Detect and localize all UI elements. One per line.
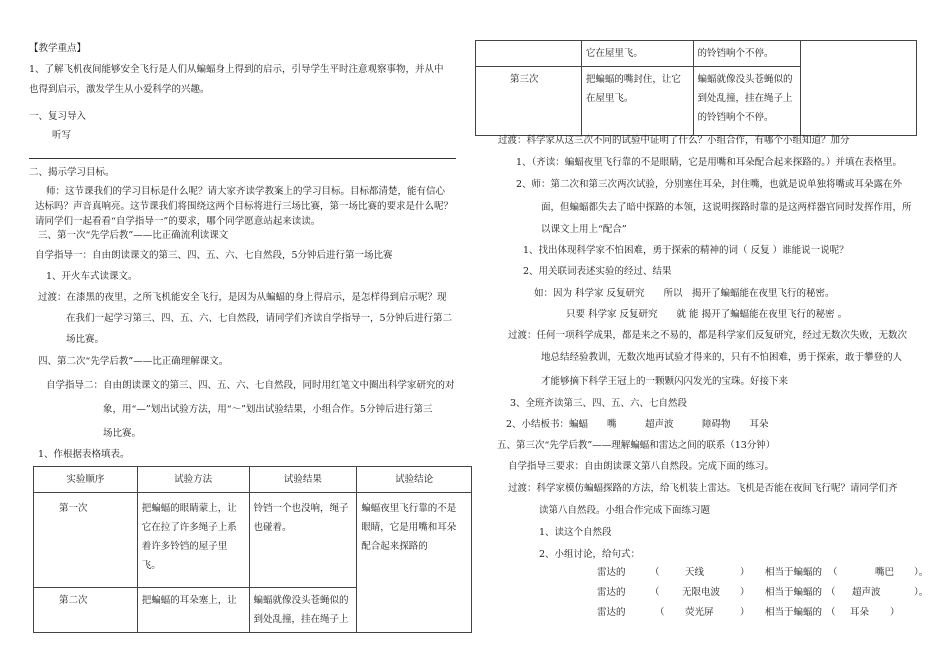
paragraph-line: 以课文上用上“配合” [541,224,627,235]
experiment-table-continued [475,40,917,136]
section-heading: 一、复习导入 [29,111,87,122]
paragraph-line: 自学指导一：自由朗读课文的第三、四、五、六、七自然段，5分钟后进行第一场比赛 [35,250,393,261]
table-cell-method: 它在屋里飞。 [581,41,693,67]
table-cell-result: 蝙蝠就像没头苍蝇似的 到处乱撞，挂在绳子上 [249,588,357,633]
paragraph-line: 才能够摘下科学王冠上的一颗颗闪闪发光的宝珠。好接下来 [541,376,789,387]
section-heading: 二、揭示学习目标。 [29,167,115,178]
section-heading: 四、第二次“先学后教”——比正确理解课文。 [38,356,229,367]
table-cell-order: 第一次 [34,493,138,588]
paragraph-line: 读第八自然段。小组合作完成下面练习题 [539,505,711,516]
paragraph-line: 场比赛。 [66,334,105,345]
table-cell-order [476,41,582,67]
paragraph-line: 2、小组讨论，给句式： [539,549,641,560]
table-cell-conclusion: 蝙蝠夜里飞行靠的不是 眼睛，它是用嘴和耳朵 配合起来探路的 [357,493,472,633]
table-cell-conclusion [801,41,917,136]
table-header-result: 试验结果 [249,467,357,493]
paragraph-line: 1、读这个自然段 [539,527,612,538]
paragraph-line: 1、作根据表格填表。 [38,449,130,460]
table-header-method: 试验方法 [137,467,249,493]
paragraph-line: 场比赛。 [103,428,142,439]
paragraph-line: 只要 科学家 反复研究 就 能 揭开了蝙蝠能在夜里飞行的秘密 。 [566,309,848,320]
table-cell-result: 铃铛一个也没响，绳子 也碰着。 [249,493,357,588]
table-header-conclusion: 试验结论 [357,467,472,493]
section-heading-key-points: 【教学重点】 [29,43,87,54]
section-heading: 三、第一次“先学后教”——比正确流利读课文 [38,230,229,241]
paragraph-line: 自学指导三要求：自由朗读课文第八自然段。完成下面的练习。 [508,461,775,472]
paragraph-line: 过渡：科学家模仿蝙蝠探路的方法，给飞机装上雷达。飞机是否能在夜间飞行呢？请同学们齐 [508,483,898,494]
paragraph-line: 1、了解飞机夜间能够安全飞行是人们从蝙蝠身上得到的启示，引导学生平时注意观察事物，并从中 [29,64,444,75]
table-cell-method: 把蝙蝠的嘴封住，让它 在屋里飞。 [581,67,693,136]
table-row [476,41,917,67]
paragraph-line: 如：因为 科学家 反复研究 所以 揭开了蝙蝠能在夜里飞行的秘密。 [534,288,835,299]
paragraph-line: 1、找出体现科学家不怕困难，勇于探索的精神的词（ 反复 ）谁能说一说呢？ [523,245,849,256]
table-cell-order: 第三次 [476,67,582,136]
table-cell-method: 把蝙蝠的耳朵塞上，让 [137,588,249,633]
paragraph-line: 1、开火车式读课文。 [46,271,138,282]
experiment-table [33,466,472,633]
paragraph-line: 听写 [52,130,72,141]
table-cell-method: 把蝙蝠的眼睛蒙上，让 它在拉了许多绳子上系 着许多铃铛的屋子里 飞。 [137,493,249,588]
paragraph-line: 过渡：科学家从这三次不同的试验中证明了什么？小组合作，有哪个小组知道？加分 [498,135,850,146]
paragraph-line: 2、用关联词表述实验的经过、结果 [523,266,672,277]
paragraph-line: 自学指导二：自由朗读课文的第三、四、五、六、七自然段，同时用红笔文中圈出科学家研究的对 [46,380,455,391]
section-heading: 五、第三次“先学后教”——理解蝙蝠和雷达之间的联系（13分钟） [497,440,776,451]
divider-line [29,158,456,159]
paragraph-line: 面，但蝙蝠都失去了暗中探路的本领，这说明探路时靠的是这两样器官同时发挥作用，所 [541,202,912,213]
paragraph-line: 象，用“—”划出试验方法，用“～”划出试验结果，小组合作。5分钟后进行第三 [103,404,433,415]
paragraph-line: 请同学们一起看看“自学指导一”的要求，哪个同学愿意站起来读读。 [35,216,321,227]
table-cell-result: 的铃铛响个不停。 [693,41,801,67]
board-summary: 2、小结板书：蝙蝠 嘴 超声波 障碍物 耳朵 [506,419,769,430]
paragraph-line: 3、全班齐读第三、四、五、六、七自然段 [510,398,688,409]
paragraph-line: 达标吗？声音真响亮。这节课我们将围绕这两个目标将进行三场比赛，第一场比赛的要求是什么呢？ [35,201,454,212]
paragraph-line: 地总结经验教训，无数次地再试验才得来的，只有不怕困难，勇于探索，敢于攀登的人 [541,352,903,363]
paragraph-line: 1、（齐读：蝙蝠夜里飞行靠的不是眼睛，它是用嘴和耳朵配合起来探路的。）并填在表格里。 [516,157,903,168]
paragraph-line: 也得到启示，激发学生从小爱科学的兴趣。 [29,84,210,95]
paragraph-line: 过渡：在漆黑的夜里，之所飞机能安全飞行，是因为从蝙蝠的身上得启示，是怎样得到启示呢？现 [38,292,447,303]
paragraph-line: 过渡：任何一项科学成果，都是来之不易的，都是科学家们反复研究，经过无数次失败，无数次 [508,330,908,341]
table-header-order: 实验顺序 [34,467,138,493]
table-cell-order: 第二次 [34,588,138,633]
table-cell-result: 蝙蝠就像没头苍蝇似的 到处乱撞，挂在绳子上 的铃铛响个不停。 [693,67,801,136]
paragraph-line: 师：这节课我们的学习目标是什么呢？请大家齐读学教案上的学习目标。目标都清楚，能有信心 [46,186,446,197]
paragraph-line: 2、师：第二次和第三次两次试验，分别塞住耳朵，封住嘴，也就是说单独将嘴或耳朵露在外 [516,179,903,190]
table-row [34,493,472,588]
paragraph-line: 在我们一起学习第三、四、五、六、七自然段，请同学们齐读自学指导一，5分钟后进行第二 [66,313,453,324]
